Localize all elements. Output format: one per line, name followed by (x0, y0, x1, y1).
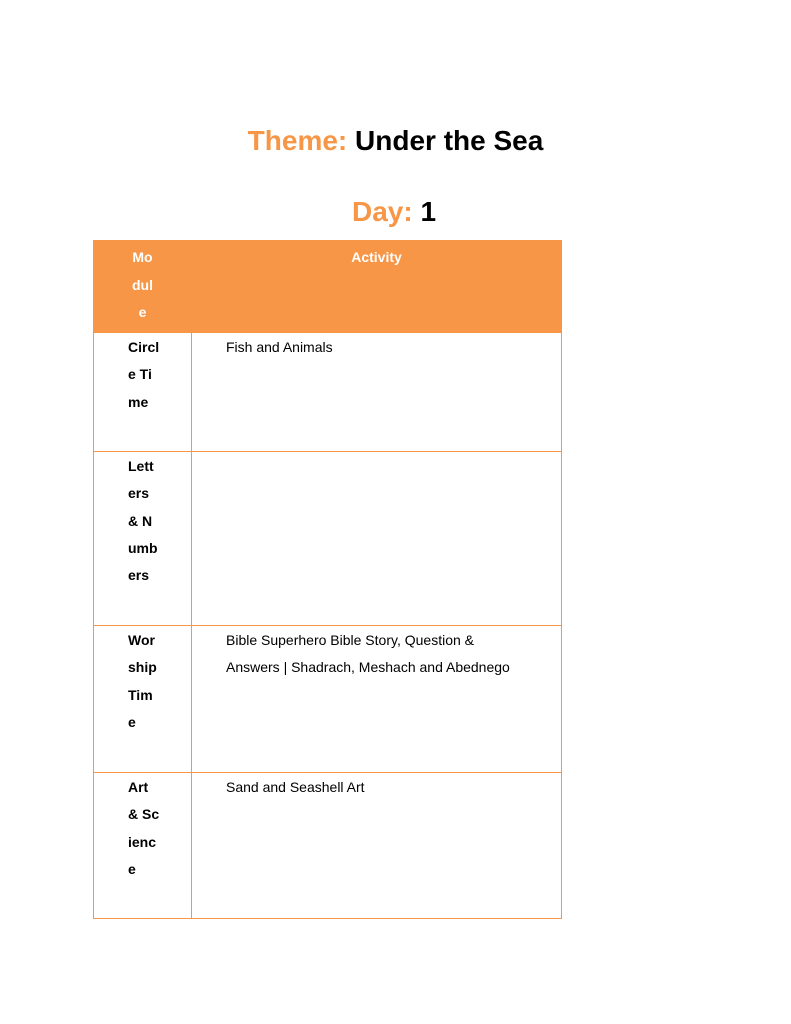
activity-cell: Sand and Seashell Art (192, 773, 562, 919)
table-row (94, 452, 562, 626)
module-cell: Circle Time (94, 333, 192, 452)
module-cell: Letters & Numbers (94, 452, 192, 626)
schedule-table (93, 240, 562, 919)
theme-label: Theme: (247, 125, 348, 156)
module-column-header: Module (94, 241, 192, 333)
module-cell: Art & Science (94, 773, 192, 919)
activity-cell (192, 452, 562, 626)
table-row (94, 626, 562, 773)
table-header-row (94, 241, 562, 333)
activity-column-header: Activity (192, 241, 562, 333)
theme-heading (0, 124, 791, 158)
day-label: Day: (352, 196, 413, 227)
day-value: 1 (420, 196, 437, 227)
module-cell: Worship Time (94, 626, 192, 773)
table-row (94, 333, 562, 452)
table-row (94, 773, 562, 919)
activity-cell: Fish and Animals (192, 333, 562, 452)
theme-value: Under the Sea (355, 125, 544, 156)
activity-cell: Bible Superhero Bible Story, Question & Answers | Shadrach, Meshach and Abednego (192, 626, 562, 773)
